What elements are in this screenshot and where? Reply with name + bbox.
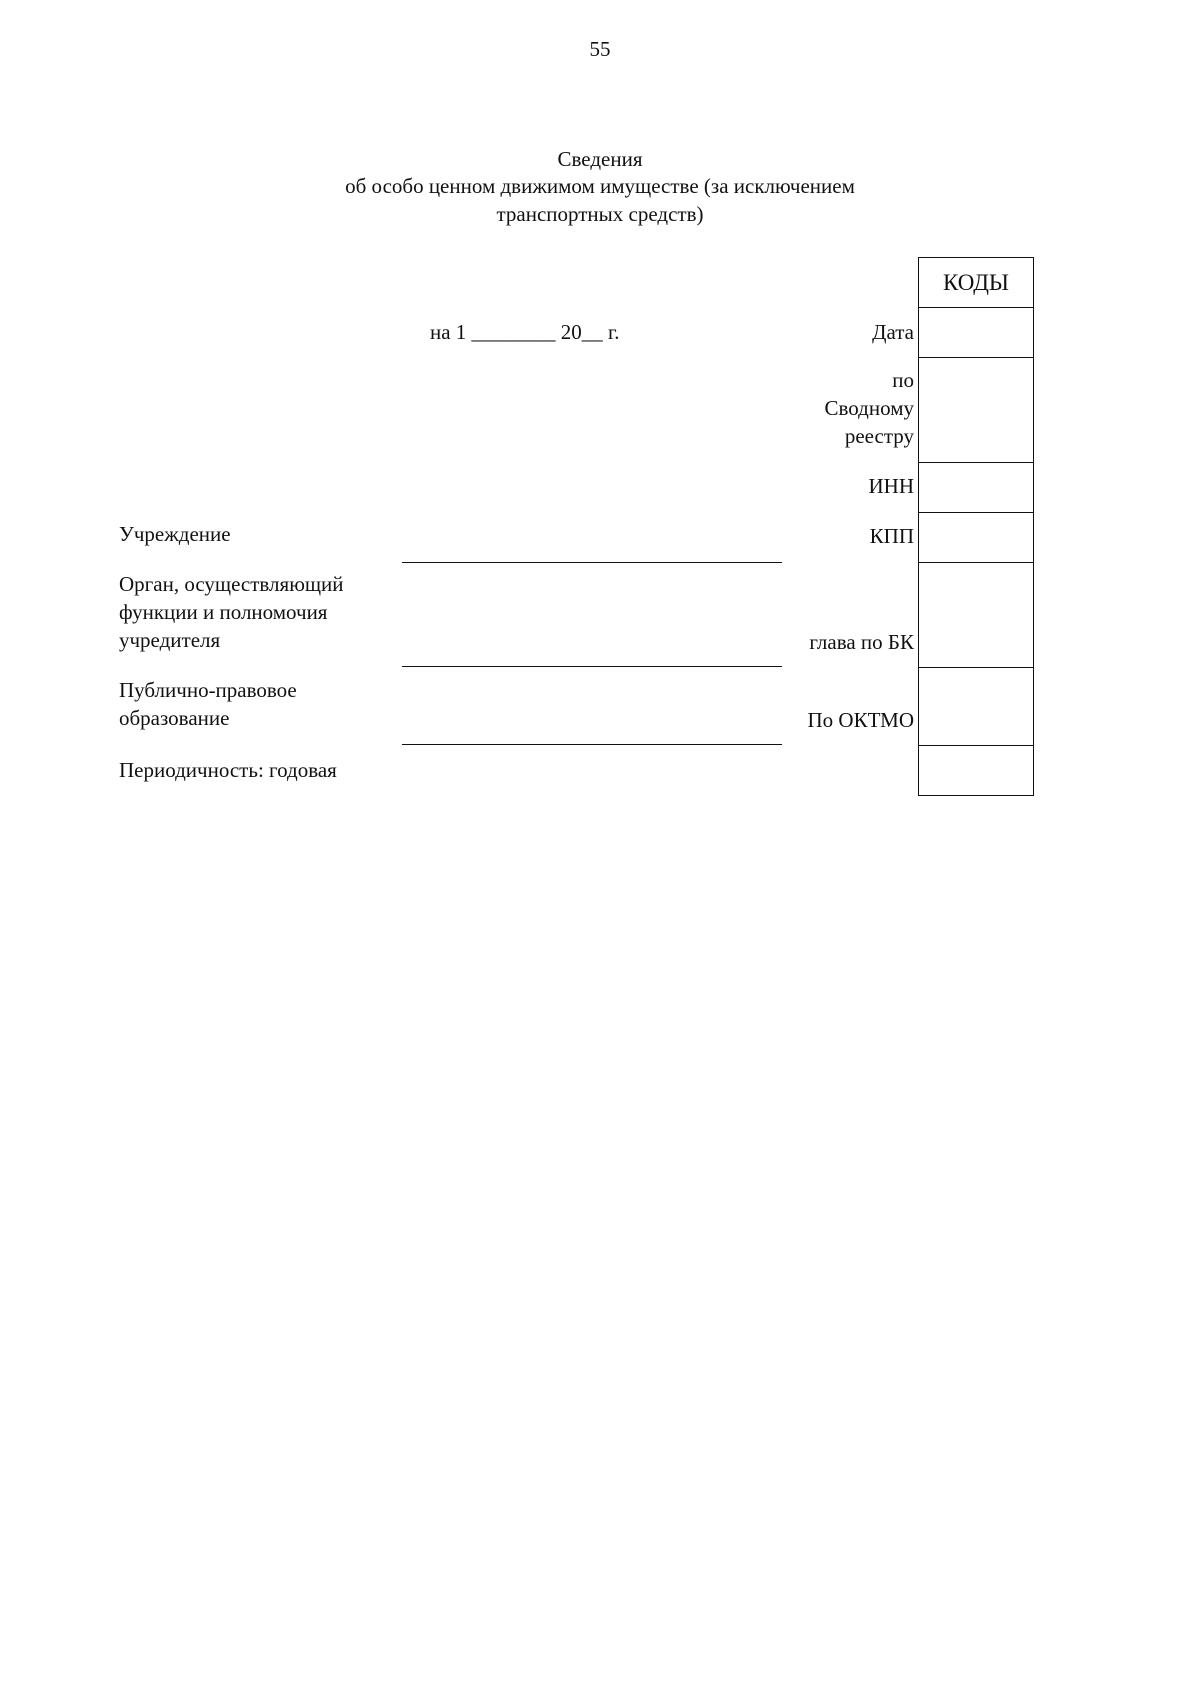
code-label-kpp: КПП [869,524,914,548]
codes-header: КОДЫ [919,258,1033,308]
organ-line-1: Орган, осуществляющий [119,572,344,596]
page-number: 55 [589,37,611,61]
document-subtitle [0,172,1200,228]
field-label-organ [119,570,344,654]
document-title: Сведения [557,147,643,171]
code-cell-date[interactable] [919,308,1033,358]
organ-line-3: учредителя [119,628,221,652]
svod-line-2: Сводному [824,396,914,420]
code-cell-kpp[interactable] [919,513,1033,563]
code-cell-glava-bk[interactable] [919,563,1033,668]
organ-line-2: функции и полномочия [119,600,328,624]
fill-line-organ[interactable] [402,666,782,667]
code-cell-inn[interactable] [919,463,1033,513]
code-label-inn: ИНН [868,474,914,498]
code-label-oktmo: По ОКТМО [807,708,914,732]
subtitle-line-2: транспортных средств) [496,202,704,226]
fill-line-publ-obrazovanie[interactable] [402,744,782,745]
subtitle-line-1: об особо ценном движимом имуществе (за исключением [345,174,855,198]
field-label-publ-obrazovanie [119,676,297,732]
fill-line-uchrezhdenie[interactable] [402,562,782,563]
report-date-line: на 1 ________ 20__ г. [430,320,620,344]
code-label-glava-bk: глава по БК [809,630,914,654]
code-cell-periodichnost[interactable] [919,746,1033,796]
publ-line-2: образование [119,706,230,730]
code-cell-svod-reestr[interactable] [919,358,1033,463]
code-label-date: Дата [872,320,914,344]
field-label-uchrezhdenie: Учреждение [119,522,231,546]
svod-line-3: реестру [844,424,914,448]
codes-column [918,257,1034,796]
svod-line-1: по [892,368,914,392]
publ-line-1: Публично-правовое [119,678,297,702]
field-label-periodichnost: Периодичность: годовая [119,758,337,782]
code-label-svod-reestr [825,366,915,450]
code-cell-oktmo[interactable] [919,668,1033,746]
